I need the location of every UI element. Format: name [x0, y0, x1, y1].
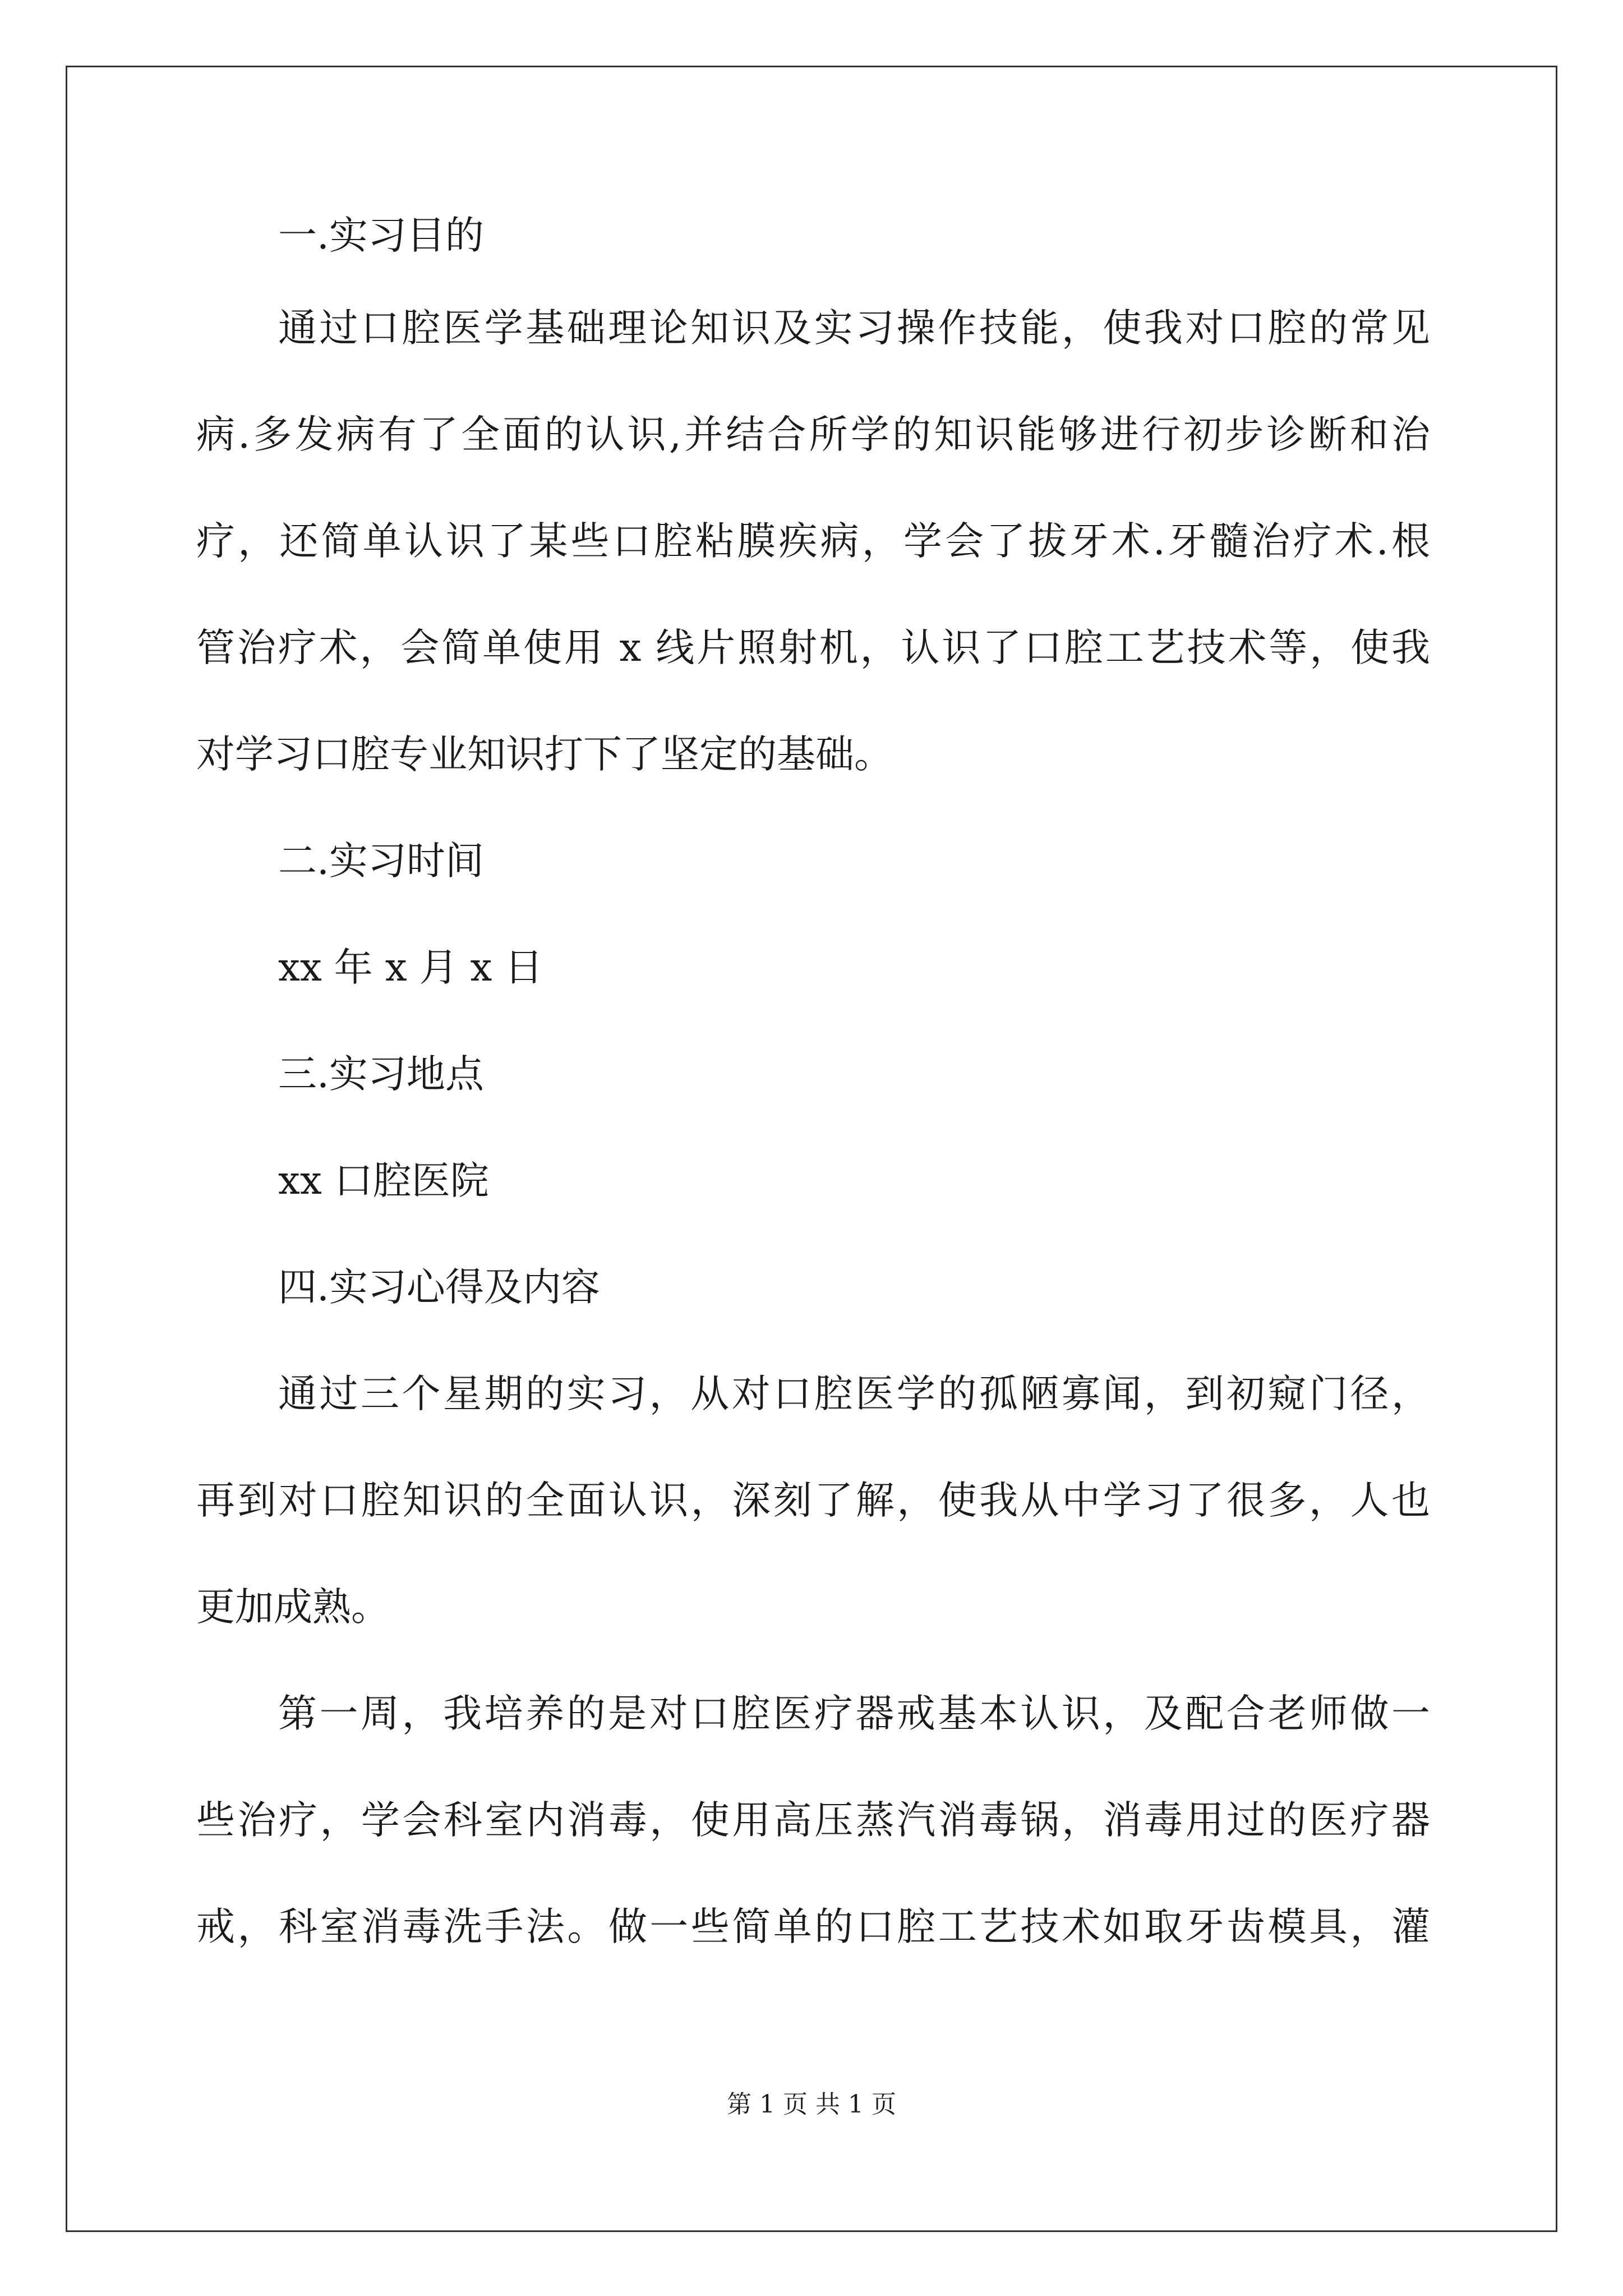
- paragraph-line: 戒，科室消毒洗手法。做一些简单的口腔工艺技术如取牙齿模具，灌: [196, 1904, 1430, 1949]
- paragraph-line: 更加成熟。: [196, 1585, 390, 1630]
- paragraph-line: 些治疗，学会科室内消毒，使用高压蒸汽消毒锅，消毒用过的医疗器: [196, 1798, 1430, 1843]
- paragraph-line: 再到对口腔知识的全面认识，深刻了解，使我从中学习了很多，人也: [196, 1478, 1430, 1523]
- section-heading: 四.实习心得及内容: [278, 1265, 600, 1310]
- section-heading: 一.实习目的: [278, 213, 484, 258]
- paragraph-line: 疗，还简单认识了某些口腔粘膜疾病，学会了拔牙术.牙髓治疗术.根: [196, 519, 1430, 564]
- paragraph-line: 第一周，我培养的是对口腔医疗器戒基本认识，及配合老师做一: [278, 1691, 1430, 1736]
- page-footer: 第 1 页 共 1 页: [727, 2090, 896, 2119]
- paragraph-line: 通过三个星期的实习，从对口腔医学的孤陋寡闻，到初窥门径，: [278, 1372, 1430, 1416]
- paragraph-line: xx 年 x 月 x 日: [278, 945, 543, 990]
- paragraph-line: 病.多发病有了全面的认识,并结合所学的知识能够进行初步诊断和治: [196, 412, 1430, 457]
- paragraph-line: 对学习口腔专业知识打下了坚定的基础。: [196, 732, 893, 777]
- section-heading: 二.实习时间: [278, 839, 484, 884]
- paragraph-line: 管治疗术，会简单使用 x 线片照射机，认识了口腔工艺技术等，使我: [196, 625, 1430, 670]
- paragraph-line: xx 口腔医院: [278, 1158, 489, 1203]
- section-heading: 三.实习地点: [278, 1052, 484, 1097]
- paragraph-line: 通过口腔医学基础理论知识及实习操作技能，使我对口腔的常见: [278, 306, 1430, 351]
